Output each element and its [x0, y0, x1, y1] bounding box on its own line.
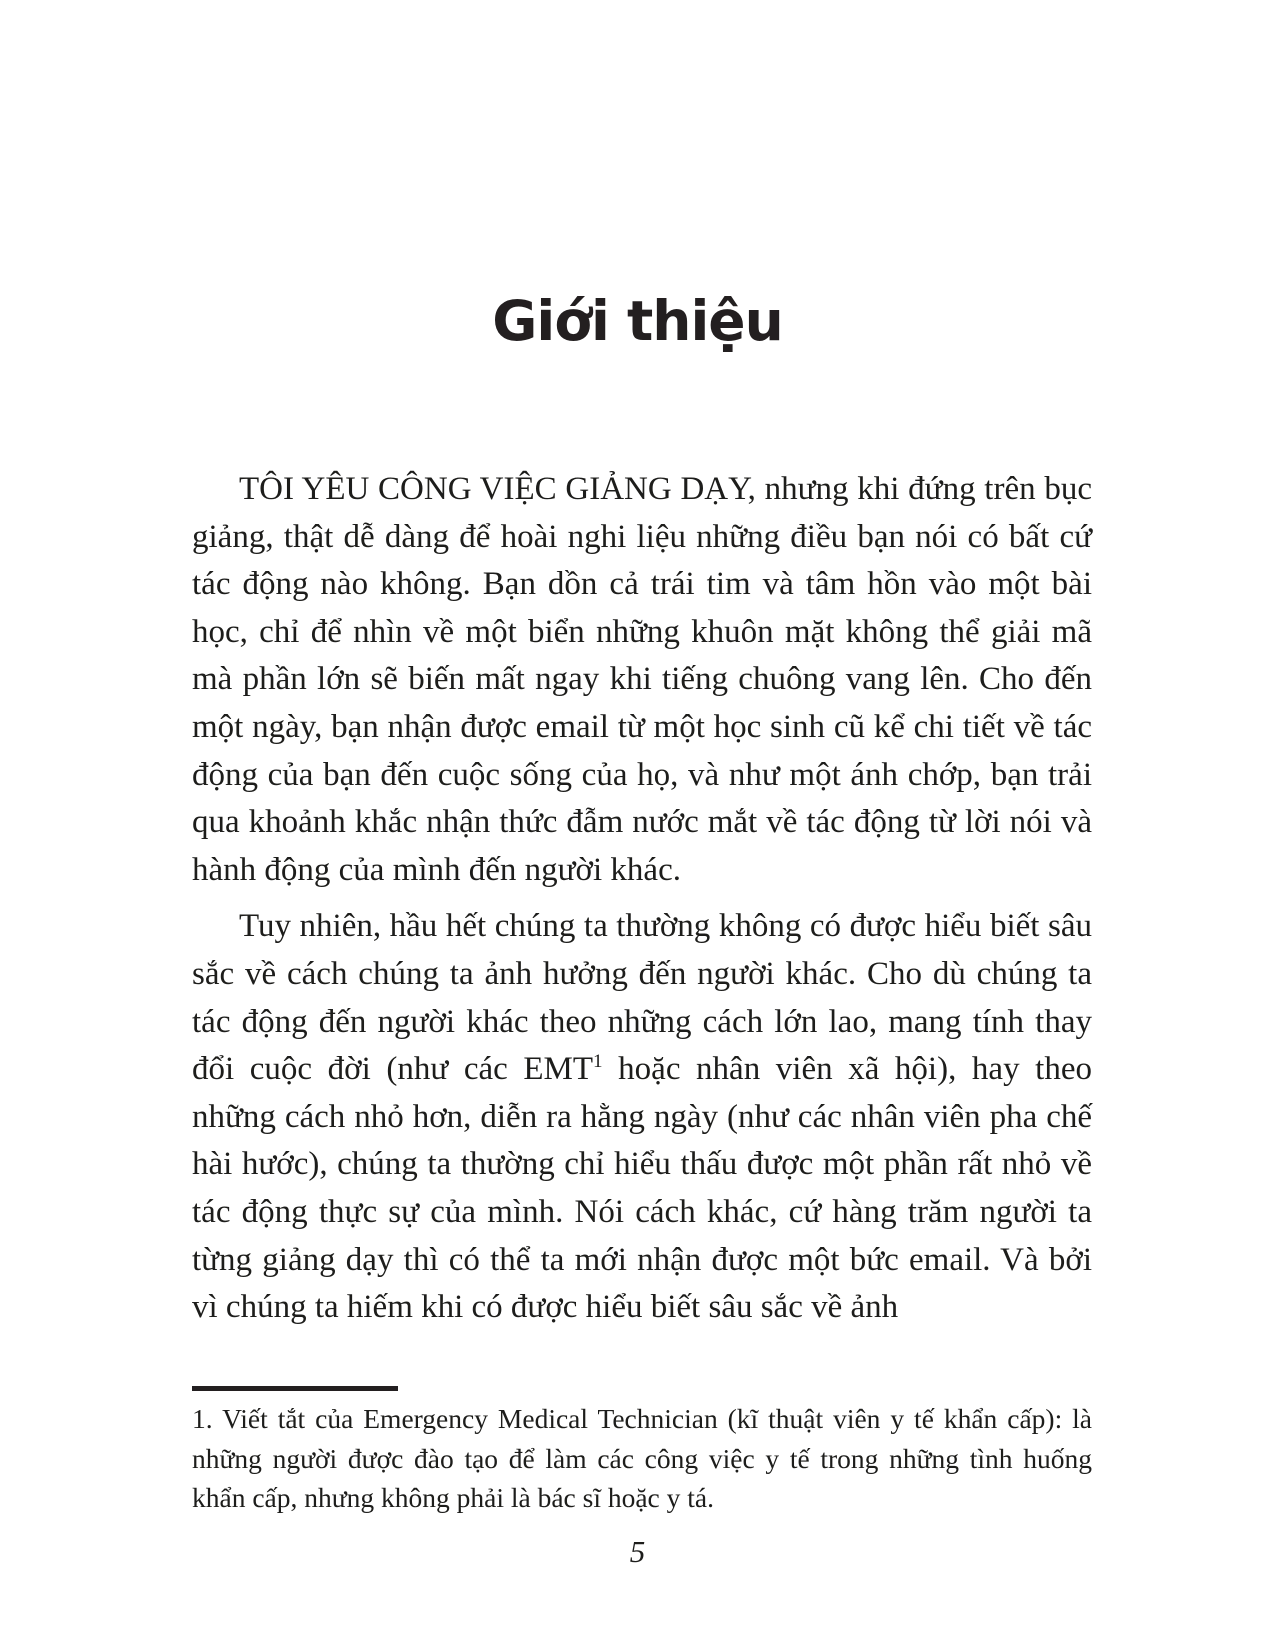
footnote-reference: 1 [593, 1051, 603, 1073]
body-text [192, 466, 1092, 1332]
paragraph-1 [192, 466, 1092, 894]
paragraph-2-before-sup: Tuy nhiên, hầu hết chúng ta thường không có được hiểu biết sâu sắc về cách chúng ta ảnh hưởng đến người khác. Cho dù chúng ta tác động đến người khác theo những cách lớn lao, mang tính thay đổi cuộc đời (như các EMT [192, 908, 1092, 1088]
page-number: 5 [629, 1534, 646, 1569]
paragraph-2-after-sup: hoặc nhân viên xã hội), hay theo những cách nhỏ hơn, diễn ra hằng ngày (như các nhân viên pha chế hài hước), chúng ta thường chỉ hiểu thấu được một phần rất nhỏ về tác động thực sự của mình. Nói cách khác, cứ hàng trăm người ta từng giảng dạy thì có thể ta mới nhận được một bức email. Và bởi vì chúng ta hiếm khi có được hiểu biết sâu sắc về ảnh [192, 1051, 1092, 1326]
footnote-separator [192, 1386, 398, 1391]
footnote-text: 1. Viết tắt của Emergency Medical Technician (kĩ thuật viên y tế khẩn cấp): là những người được đào tạo để làm các công việc y tế trong những tình huống khẩn cấp, nhưng không phải là bác sĩ hoặc y tá. [192, 1403, 1092, 1513]
chapter-title: Giới thiệu [492, 288, 783, 353]
paragraph-1-rest: nhưng khi đứng trên bục giảng, thật dễ dàng để hoài nghi liệu những điều bạn nói có bất cứ tác động nào không. Bạn dồn cả trái tim và tâm hồn vào một bài học, chỉ để nhìn về một biển những khuôn mặt không thể giải mã mà phần lớn sẽ biến mất ngay khi tiếng chuông vang lên. Cho đến một ngày, bạn nhận được email từ một học sinh cũ kể chi tiết về tác động của bạn đến cuộc sống của họ, và như một ánh chớp, bạn trải qua khoảnh khắc nhận thức đẫm nước mắt về tác động từ lời nói và hành động của mình đến người khác. [192, 471, 1092, 888]
paragraph-2 [192, 903, 1092, 1331]
paragraph-1-lead: TÔI YÊU CÔNG VIỆC GIẢNG DẠY, [239, 471, 756, 507]
